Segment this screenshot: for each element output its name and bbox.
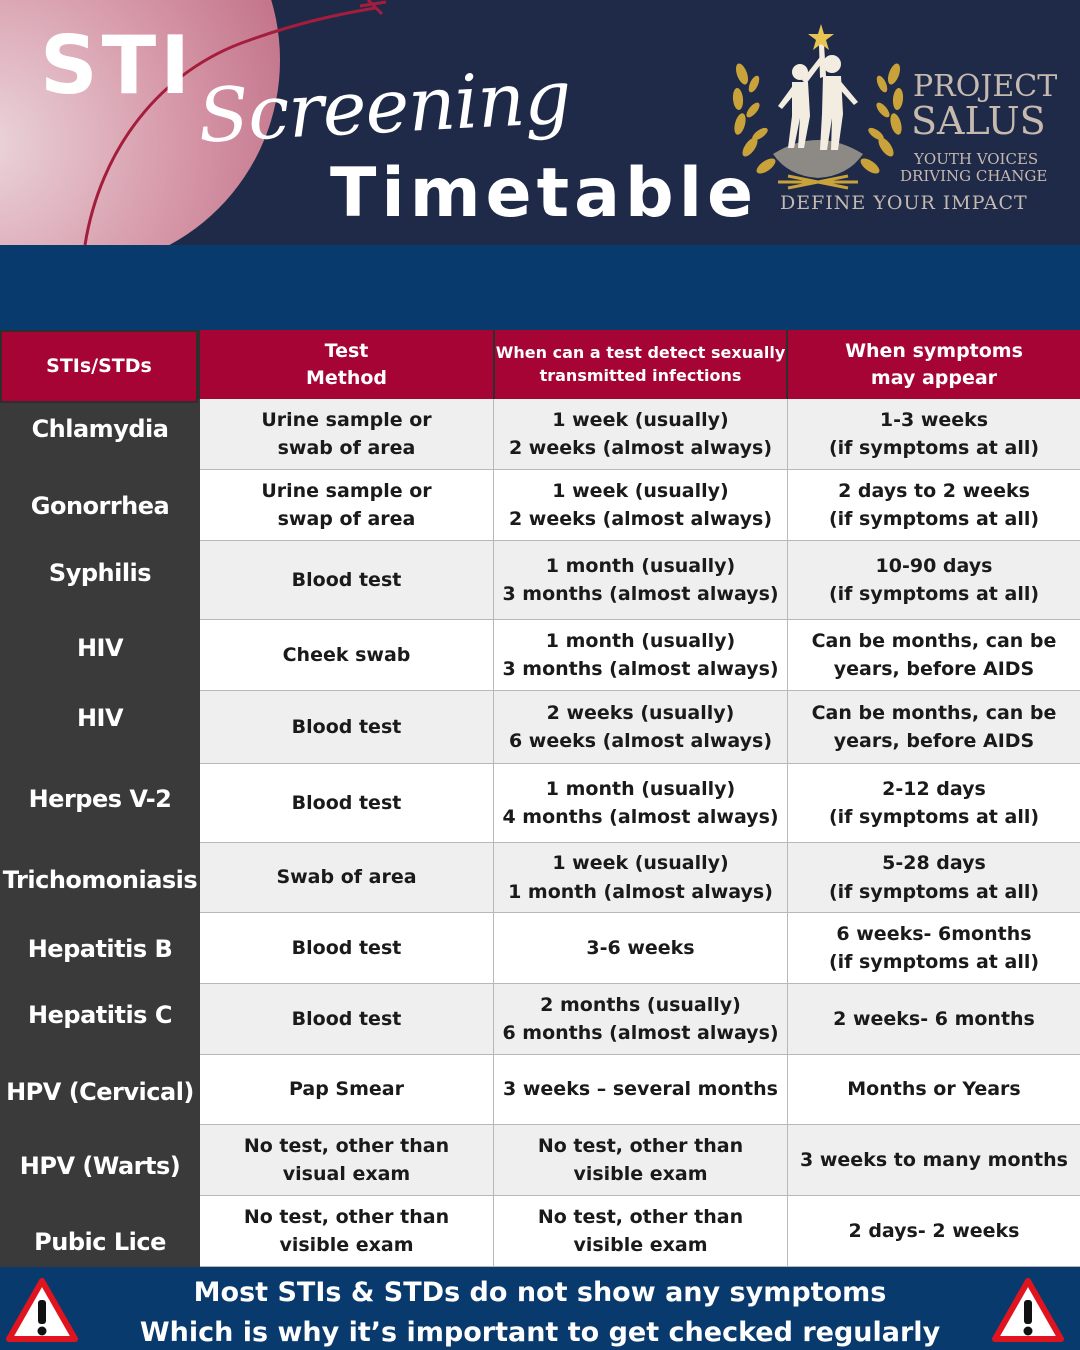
title-timetable: Timetable <box>330 154 759 233</box>
title-sti: STI <box>40 19 194 112</box>
sti-name: Hepatitis B <box>27 934 173 963</box>
symptoms-cell: Can be months, can be years, before AIDS <box>788 691 1080 764</box>
sti-name: HPV (Warts) <box>19 1151 181 1180</box>
symptoms-cell: Months or Years <box>788 1055 1080 1125</box>
sti-name: Syphilis <box>48 558 152 587</box>
footer-message-line1: Most STIs & STDs do not show any symptoms <box>193 1277 887 1308</box>
table-row <box>0 984 1080 1055</box>
project-salus-logo <box>728 14 1073 219</box>
sti-name: Chlamydia <box>31 414 169 443</box>
table-row <box>0 1196 1080 1267</box>
header-symptoms <box>788 330 1080 399</box>
sti-name: Pubic Lice <box>34 1227 166 1256</box>
test-method-cell: Blood test <box>200 984 494 1055</box>
table-row <box>0 541 1080 620</box>
detection-cell: 2 weeks (usually) 6 weeks (almost always) <box>494 691 788 764</box>
logo-tagline-1: YOUTH VOICES <box>914 150 1039 168</box>
detection-cell: 2 months (usually) 6 months (almost always) <box>494 984 788 1055</box>
table-row <box>0 470 1080 541</box>
detection-cell: 3 weeks – several months <box>494 1055 788 1125</box>
table-row <box>0 913 1080 984</box>
detection-cell: 1 week (usually) 2 weeks (almost always) <box>494 399 788 470</box>
detection-cell: 1 month (usually) 3 months (almost always) <box>494 541 788 620</box>
symptoms-cell: 6 weeks- 6months (if symptoms at all) <box>788 913 1080 984</box>
symptoms-cell: 1-3 weeks (if symptoms at all) <box>788 399 1080 470</box>
detection-cell: 1 week (usually) 2 weeks (almost always) <box>494 470 788 541</box>
header-detection-window-label: When can a test detect sexually transmitted infections <box>495 343 786 385</box>
test-method-cell: Urine sample or swap of area <box>200 470 494 541</box>
table-row <box>0 399 1080 470</box>
detection-cell: 1 week (usually) 1 month (almost always) <box>494 843 788 913</box>
detection-cell: No test, other than visible exam <box>494 1125 788 1196</box>
detection-cell: 1 month (usually) 3 months (almost always) <box>494 620 788 691</box>
symptoms-cell: 2 weeks- 6 months <box>788 984 1080 1055</box>
test-method-cell: Urine sample or swab of area <box>200 399 494 470</box>
footer-banner <box>0 1267 1080 1350</box>
test-method-cell: Blood test <box>200 691 494 764</box>
header-symptoms-label: When symptoms may appear <box>845 339 1023 389</box>
table-row <box>0 1055 1080 1125</box>
test-method-cell: Swab of area <box>200 843 494 913</box>
header-sti: STIs/STDs <box>0 330 198 403</box>
detection-cell: 3-6 weeks <box>494 913 788 984</box>
symptoms-cell: 10-90 days (if symptoms at all) <box>788 541 1080 620</box>
sti-name: Herpes V-2 <box>28 784 172 813</box>
detection-cell: 1 month (usually) 4 months (almost always) <box>494 764 788 843</box>
test-method-cell: Cheek swab <box>200 620 494 691</box>
blue-band <box>0 245 1080 330</box>
test-method-cell: Blood test <box>200 541 494 620</box>
logo-name-project: PROJECT <box>913 69 1058 104</box>
symptoms-cell: 2-12 days (if symptoms at all) <box>788 764 1080 843</box>
symptoms-cell: 5-28 days (if symptoms at all) <box>788 843 1080 913</box>
table-row <box>0 764 1080 843</box>
test-method-cell: Blood test <box>200 764 494 843</box>
title-screening: Screening <box>196 54 573 160</box>
header-test-method-label: Test Method <box>305 339 388 389</box>
sti-name: HIV <box>76 703 124 732</box>
sti-name: Trichomoniasis <box>2 866 198 894</box>
test-method-cell: No test, other than visual exam <box>200 1125 494 1196</box>
table-header <box>0 330 1080 399</box>
sti-name: Gonorrhea <box>30 491 170 520</box>
sti-name: HIV <box>76 633 124 662</box>
logo-tagline-2: DRIVING CHANGE <box>900 167 1048 185</box>
laurel-figures-emblem-icon <box>728 14 908 194</box>
symptoms-cell: 3 weeks to many months <box>788 1125 1080 1196</box>
symptoms-cell: 2 days to 2 weeks (if symptoms at all) <box>788 470 1080 541</box>
table-row <box>0 843 1080 913</box>
test-method-cell: No test, other than visible exam <box>200 1196 494 1267</box>
table-row <box>0 1125 1080 1196</box>
sti-name: Hepatitis C <box>28 1000 172 1029</box>
logo-motto: DEFINE YOUR IMPACT <box>780 192 1028 214</box>
sti-name: HPV (Cervical) <box>6 1078 194 1106</box>
header-banner <box>0 0 1080 245</box>
warning-icon <box>992 1278 1064 1342</box>
header-test-method <box>200 330 493 399</box>
table-row <box>0 691 1080 764</box>
test-method-cell: Blood test <box>200 913 494 984</box>
test-method-cell: Pap Smear <box>200 1055 494 1125</box>
symptoms-cell: Can be months, can be years, before AIDS <box>788 620 1080 691</box>
symptoms-cell: 2 days- 2 weeks <box>788 1196 1080 1267</box>
header-detection-window <box>495 330 786 399</box>
logo-name-salus: SALUS <box>911 99 1046 143</box>
footer-message-line2: Which is why it’s important to get checked regularly <box>139 1317 941 1348</box>
detection-cell: No test, other than visible exam <box>494 1196 788 1267</box>
